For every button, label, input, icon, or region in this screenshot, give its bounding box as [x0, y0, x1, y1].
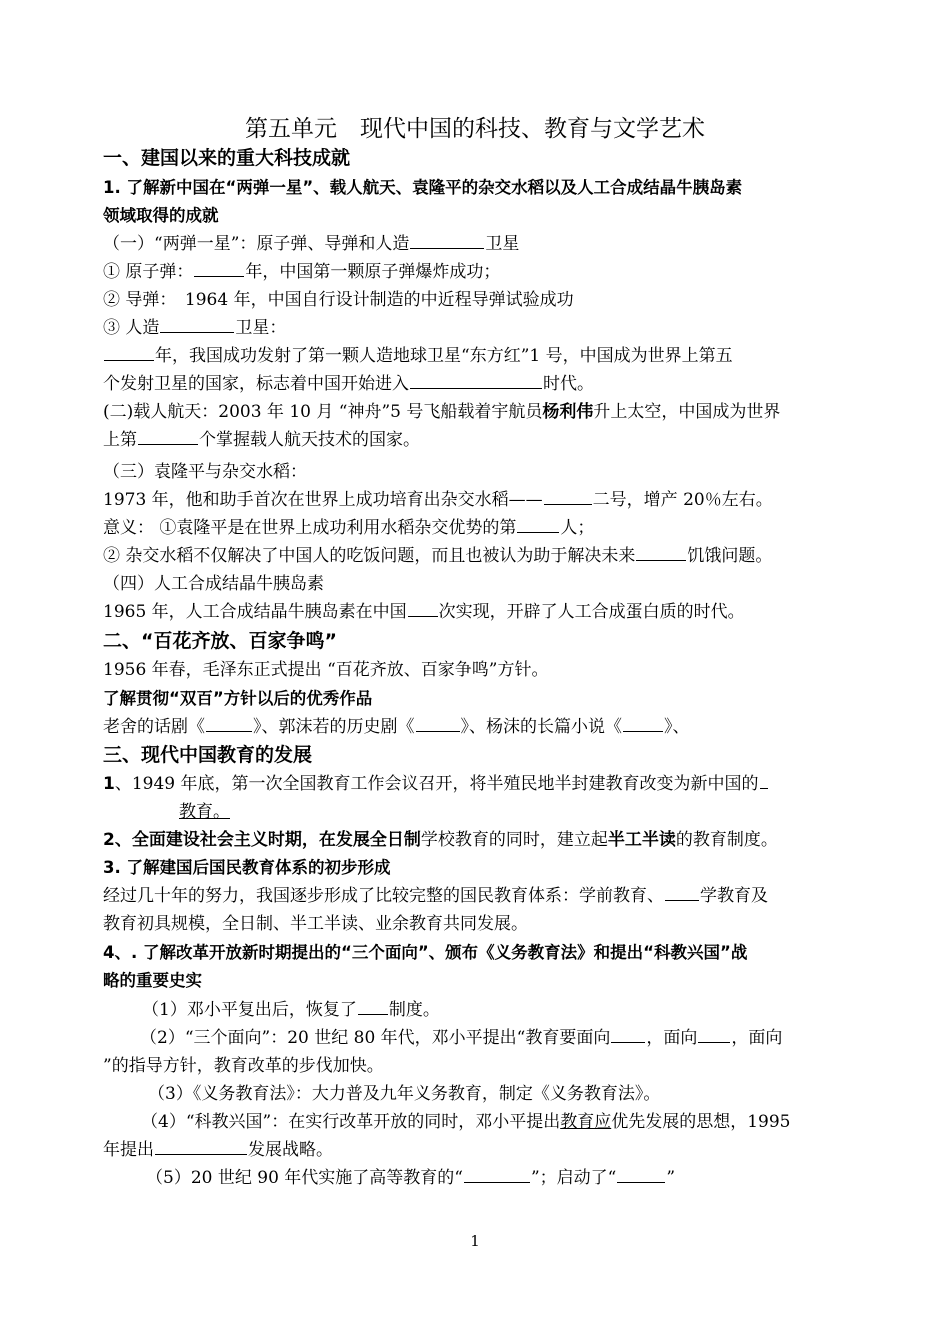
satellite-desc-line: 年，我国成功发射了第一颗人造地球卫星“东方红”1 号，中国成为世界上第五: [103, 342, 853, 370]
hundred-flowers-line: 1956 年春，毛泽东正式提出 “百花齐放、百家争鸣”方针。: [103, 660, 549, 680]
section-3-heading: 三、现代中国教育的发展: [103, 744, 313, 766]
education-item-1-cont: 教育。: [179, 802, 230, 822]
rice-significance-line-2: ② 杂交水稻不仅解决了中国人的吃饭问题，而且也被认为助于解决未来 饥饿问题。: [103, 542, 853, 570]
missile-line: ② 导弹： 1964 年，中国自行设计制造的中近程导弹试验成功: [103, 290, 574, 310]
fill-blank: [358, 997, 388, 1015]
reform-item-4-cont: 年提出 发展战略。: [103, 1136, 853, 1164]
insulin-heading-line: （四）人工合成结晶牛胰岛素: [103, 574, 324, 594]
fill-blank: [611, 1025, 645, 1043]
education-item-2: 2、全面建设社会主义时期，在发展全日制学校教育的同时，建立起半工半读的教育制度。: [103, 830, 778, 850]
rice-significance-line: 意义： ①袁隆平是在世界上成功利用水稻杂交优势的第 人；: [103, 514, 853, 542]
fill-blank: [517, 515, 559, 533]
fill-blank: [623, 714, 663, 732]
page-number: 1: [470, 1232, 480, 1250]
insulin-line: 1965 年，人工合成结晶牛胰岛素在中国 次实现，开辟了人工合成蛋白质的时代。: [103, 598, 853, 626]
manned-spaceflight-line-2: 上第 个掌握载人航天技术的国家。: [103, 426, 853, 454]
fill-blank: [155, 1137, 247, 1155]
section-1-subheading: 1. 了解新中国在“两弹一星”、载人航天、袁隆平的杂交水稻以及人工合成结晶牛胰岛素: [103, 178, 743, 197]
section-2-subheading: 了解贯彻“双百”方针以后的优秀作品: [103, 689, 373, 708]
fill-blank: [416, 714, 460, 732]
fill-blank: [544, 487, 592, 505]
reform-item-3: （3）《义务教育法》：大力普及九年义务教育，制定《义务教育法》。: [148, 1084, 661, 1104]
rice-line: 1973 年，他和助手首次在世界上成功培育出杂交水稻—— 二号，增产 20％左右。: [103, 486, 853, 514]
reform-item-2-cont: ”的指导方针，教育改革的步伐加快。: [103, 1056, 384, 1076]
section-2-heading: 二、“百花齐放、百家争鸣”: [103, 630, 337, 652]
reform-item-4: （4）“科教兴国”：在实行改革开放的同时，邓小平提出教育应优先发展的思想，1995: [141, 1112, 791, 1132]
section-3-subheading-4-cont: 略的重要史实: [103, 971, 202, 990]
two-bombs-line: （一）“两弹一星”：原子弹、导弹和人造 卫星: [103, 230, 853, 258]
fill-blank: [408, 599, 438, 617]
education-system-line-2: 教育初具规模，全日制、半工半读、业余教育共同发展。: [103, 914, 528, 934]
section-3-subheading-3: 3. 了解建国后国民教育体系的初步形成: [103, 858, 391, 877]
fill-blank: [104, 343, 154, 361]
fill-blank: [410, 231, 484, 249]
fill-blank: [665, 883, 699, 901]
fill-blank: [464, 1165, 530, 1183]
fill-blank: [698, 1025, 730, 1043]
fill-blank: [636, 543, 686, 561]
satellite-desc-line-2: 个发射卫星的国家，标志着中国开始进入 时代。: [103, 370, 853, 398]
works-line: 老舍的话剧《 》、郭沫若的历史剧《 》、杨沫的长篇小说《 》、: [103, 713, 853, 741]
fill-blank: [760, 771, 768, 789]
satellite-line: ③ 人造 卫星：: [103, 314, 853, 342]
section-1-heading: 一、建国以来的重大科技成就: [103, 147, 351, 169]
rice-heading-line: （三）袁隆平与杂交水稻：: [103, 462, 307, 482]
education-item-1: 1、1949 年底，第一次全国教育工作会议召开，将半殖民地半封建教育改变为新中国的: [103, 770, 853, 798]
reform-item-1: （1）邓小平复出后，恢复了 制度。: [142, 996, 892, 1024]
reform-item-2: （2）“三个面向”：20 世纪 80 年代，邓小平提出“教育要面向 ，面向 ，面向: [140, 1024, 890, 1052]
fill-blank: [194, 259, 244, 277]
section-3-subheading-4: 4、. 了解改革开放新时期提出的“三个面向”、颁布《义务教育法》和提出“科教兴国”战: [103, 943, 748, 962]
atomic-bomb-line: ① 原子弹： 年，中国第一颗原子弹爆炸成功；: [103, 258, 853, 286]
education-system-line: 经过几十年的努力，我国逐步形成了比较完整的国民教育体系：学前教育、 学教育及: [103, 882, 853, 910]
manned-spaceflight-line: (二)载人航天：2003 年 10 月 “神舟”5 号飞船载着宇航员杨利伟升上太空，中国成为世界: [103, 402, 781, 422]
fill-blank: [138, 427, 198, 445]
fill-blank: [206, 714, 252, 732]
section-1-subheading-cont: 领域取得的成就: [103, 206, 219, 225]
page-title: 第五单元 现代中国的科技、教育与文学艺术: [245, 116, 705, 142]
fill-blank: [410, 371, 542, 389]
reform-item-5: （5）20 世纪 90 年代实施了高等教育的“ ”；启动了“ ”: [146, 1164, 896, 1192]
fill-blank: [160, 315, 234, 333]
fill-blank: [617, 1165, 665, 1183]
